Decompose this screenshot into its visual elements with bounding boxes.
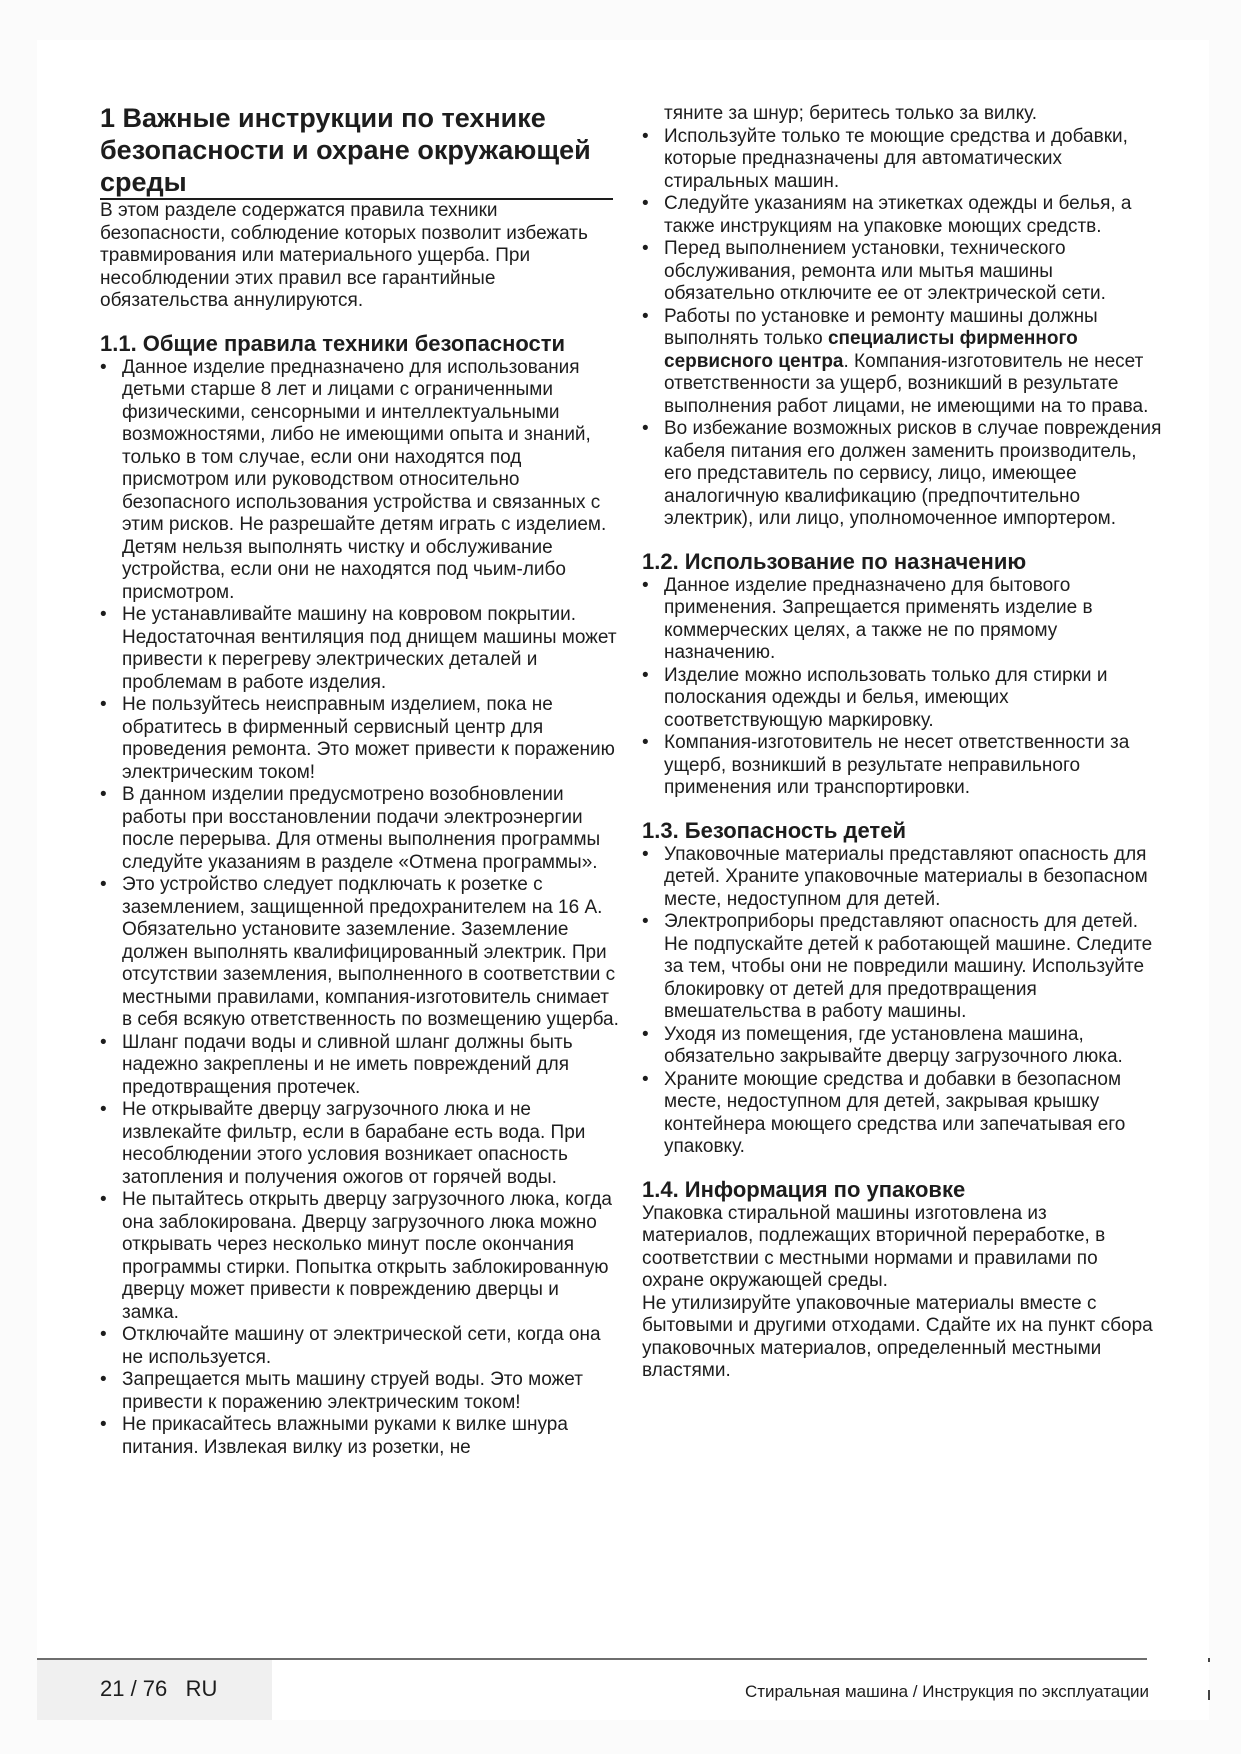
list-item: • Используйте только те моющие средства и добавки, которые предназначены для автоматических стиральных машин. (642, 126, 1162, 194)
list-item: • В данном изделии предусмотрено возобновлении работы при восстановлении подачи электроэнергии после перерыва. Для отмены выполнения программы следуйте указаниям в разделе «Отмена программы». (100, 784, 620, 874)
list-item: • Данное изделие предназначено для использования детьми старше 8 лет и лицами с ограниченными физическими, сенсорными и интеллектуальными возможностями, либо не имеющими опыта и знаний, только в том случае, если они находятся под присмотром или руководством относительно безопасного использования устройства и связанных с этим рисков. Не разрешайте детям играть с изделием. Детям нельзя выполнять чистку и обслуживание устройства, если они не находятся под чьим-либо присмотром. (100, 357, 620, 605)
list-item: • Не пользуйтесь неисправным изделием, пока не обратитесь в фирменный сервисный центр для проведения ремонта. Это может привести к поражению электрическим током! (100, 694, 620, 784)
list-item: • Не пытайтесь открыть дверцу загрузочного люка, когда она заблокирована. Дверцу загрузочного люка можно открывать через несколько минут после окончания программы стирки. Попытка открыть заблокированную дверцу может привести к повреждению дверцы и замка. (100, 1189, 620, 1324)
intro-paragraph: В этом разделе содержатся правила техники безопасности, соблюдение которых позволит избежать травмирования или материального ущерба. При несоблюдении этих правил все гарантийные обязательства аннулируются. (100, 200, 588, 311)
repair-text-before: Работы по установке и ремонту машины должны выполнять только (664, 305, 1098, 349)
repair-text-bold: специалисты фирменного сервисного центра (664, 328, 1078, 372)
list-item: • Шланг подачи воды и сливной шланг должны быть надежно закреплены и не иметь повреждений для предотвращения протечек. (100, 1032, 620, 1100)
document-title: Стиральная машина / Инструкция по эксплуатации (744, 1682, 1149, 1701)
list-item: • Компания-изготовитель не несет ответственности за ущерб, возникший в результате неправильного применения или транспортировки. (642, 732, 1162, 800)
section-1-2-title: 1.2. Использование по назначению (642, 548, 1027, 574)
list-item: • Не прикасайтесь влажными руками к вилке шнура питания. Извлекая вилку из розетки, не (100, 1414, 620, 1459)
section-1-2-list (642, 575, 1162, 800)
list-item: • Храните моющие средства и добавки в безопасном месте, недоступном для детей, закрывая крышку контейнера моющего средства или запечатывая его упаковку. (642, 1069, 1162, 1159)
list-item: • Упаковочные материалы представляют опасность для детей. Храните упаковочные материалы в безопасном месте, недоступном для детей. (642, 844, 1162, 912)
list-item-continued: тяните за шнур; беритесь только за вилку. (664, 103, 1038, 124)
section-1-1-title: 1.1. Общие правила техники безопасности (100, 330, 566, 356)
list-item: • Следуйте указаниям на этикетках одежды и белья, а также инструкциям на упаковке моющих средств. (642, 193, 1162, 238)
list-item-service-center (642, 306, 1162, 419)
list-item: • Данное изделие предназначено для бытового применения. Запрещается применять изделие в коммерческих целях, а также не по прямому назначению. (642, 575, 1162, 665)
list-item: • Во избежание возможных рисков в случае повреждения кабеля питания его должен заменить производитель, его представитель по сервису, лицо, имеющее аналогичную квалификацию (предпочтительно электрик), или лицо, уполномоченное импортером. (642, 418, 1162, 531)
section-1-1-list-continued (642, 126, 1162, 531)
section-1-3-title: 1.3. Безопасность детей (642, 817, 906, 843)
list-item: • Уходя из помещения, где установлена машина, обязательно закрывайте дверцу загрузочного люка. (642, 1024, 1162, 1069)
list-item: • Отключайте машину от электрической сети, когда она не используется. (100, 1324, 620, 1369)
list-item: • Перед выполнением установки, технического обслуживания, ремонта или мытья машины обязательно отключите ее от электрической сети. (642, 238, 1162, 306)
edge-mark (1208, 1658, 1210, 1662)
section-1-1-list (100, 357, 620, 1460)
list-item: • Не открывайте дверцу загрузочного люка и не извлекайте фильтр, если в барабане есть вода. При несоблюдении этого условия возникает опасность затопления и получения ожогов от горячей воды. (100, 1099, 620, 1189)
repair-text-after: . Компания-изготовитель не несет ответственности за ущерб, возникший в результате выполнения работ лицами, не имеющими на то права. (664, 350, 1149, 417)
edge-mark (1208, 1690, 1210, 1700)
list-item: • Это устройство следует подключать к розетке с заземлением, защищенной предохранителем на 16 А. Обязательно установите заземление. Заземление должен выполнять квалифицированный электрик. При отсутствии заземления, выполненного в соответствии с местными правилами, компания-изготовитель снимает в себя всякую ответственность по возмещению ущерба. (100, 874, 620, 1032)
section-1-4-title: 1.4. Информация по упаковке (642, 1176, 966, 1202)
packaging-paragraph-2: Не утилизируйте упаковочные материалы вместе с бытовыми и другими отходами. Сдайте их на пункт сбора упаковочных материалов, определенный местными властями. (642, 1292, 1153, 1381)
list-item: • Запрещается мыть машину струей воды. Это может привести к поражению электрическим током! (100, 1369, 620, 1414)
left-column (100, 102, 620, 1459)
packaging-paragraph-1: Упаковка стиральной машины изготовлена из материалов, подлежащих вторичной переработке, в соответствии с местными нормами и правилами по охране окружающей среды. (642, 1202, 1106, 1291)
list-item: • Не устанавливайте машину на ковровом покрытии. Недостаточная вентиляция под днищем машины может привести к перегреву электрических деталей и проблемам в работе изделия. (100, 604, 620, 694)
right-column (642, 103, 1162, 1383)
section-1-3-list (642, 844, 1162, 1159)
list-item: • Электроприборы представляют опасность для детей. Не подпускайте детей к работающей машине. Следите за тем, чтобы они не повредили машину. Используйте блокировку от детей для предотвращения вмешательства в работу машины. (642, 911, 1162, 1024)
page-number: 21 / 76 RU (100, 1676, 218, 1701)
list-item: • Изделие можно использовать только для стирки и полоскания одежды и белья, имеющих соответствующую маркировку. (642, 665, 1162, 733)
page-heading: 1 Важные инструкции по технике безопасности и охране окружающей среды (100, 102, 613, 200)
